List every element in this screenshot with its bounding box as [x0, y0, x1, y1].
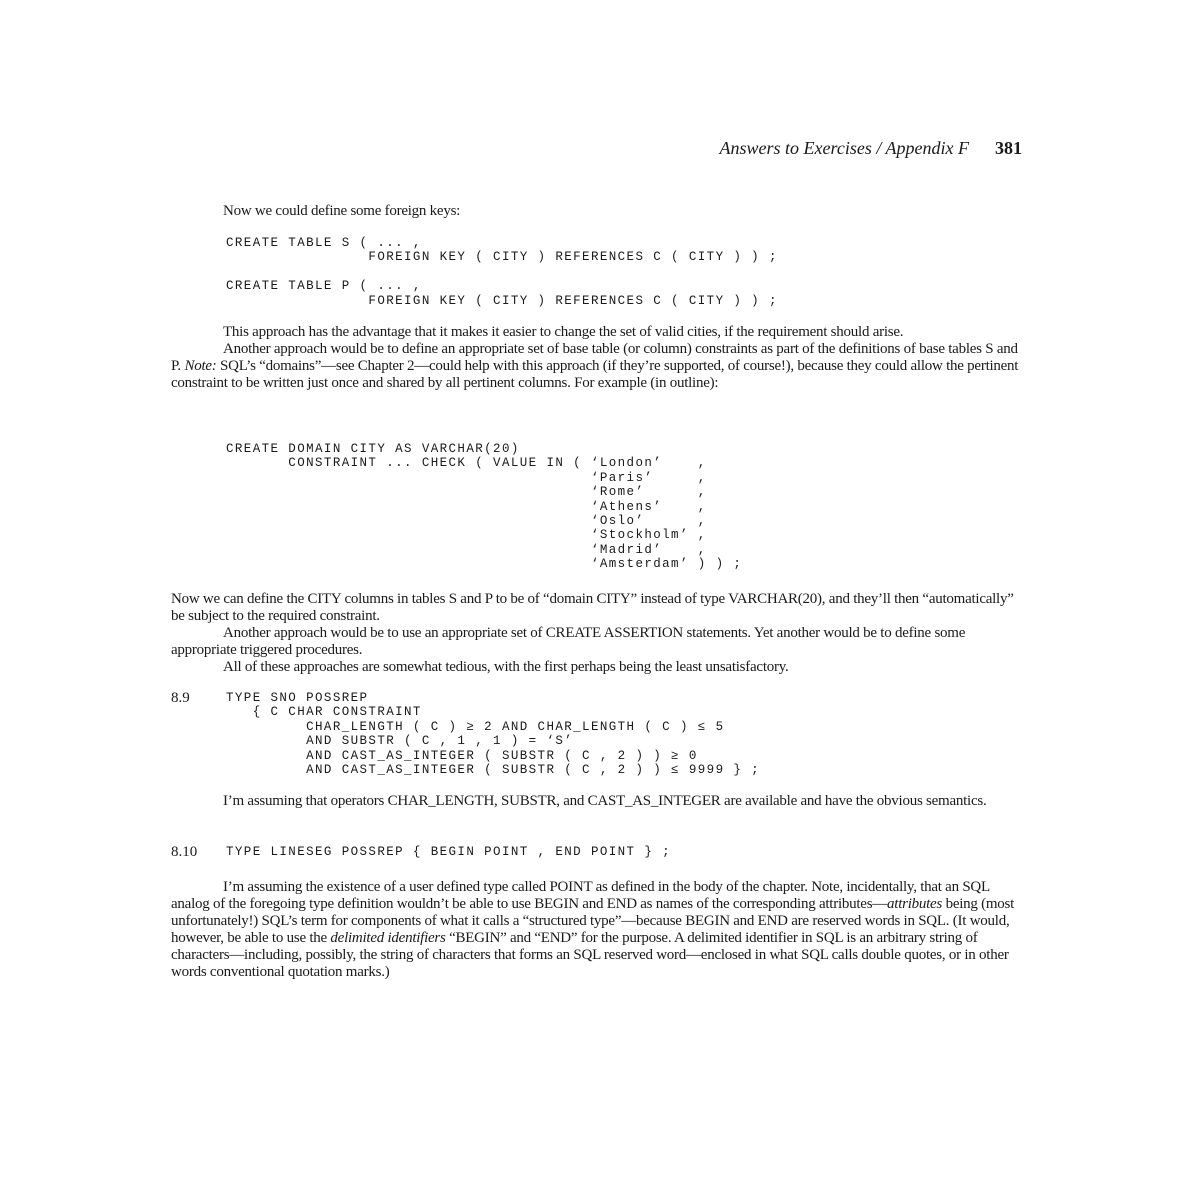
- code-line: FOREIGN KEY ( CITY ) REFERENCES C ( CITY ) ) ;: [226, 293, 778, 308]
- code-line: ‘Oslo’ ,: [226, 514, 707, 529]
- page-number: 381: [995, 138, 1022, 158]
- code-line: TYPE SNO POSSREP: [226, 691, 369, 705]
- code-line: TYPE LINESEG POSSREP { BEGIN POINT , END POINT } ;: [226, 845, 672, 859]
- running-title: Answers to Exercises / Appendix F: [719, 138, 969, 158]
- code-line: { C CHAR CONSTRAINT: [226, 705, 422, 720]
- page-header: [0, 136, 1022, 160]
- code-line: [226, 265, 778, 279]
- note-label: Note:: [184, 358, 217, 374]
- paragraph-assertion: Another approach would be to use an appropriate set of CREATE ASSERTION statements. Yet another would be to define some appropriate triggered procedures.: [171, 625, 966, 658]
- exercise-8-9-text: [171, 793, 1027, 810]
- code-line: ‘Athens’ ,: [226, 499, 707, 514]
- domain-paragraphs: [171, 591, 1027, 676]
- code-line: ‘Rome’ ,: [226, 485, 707, 500]
- exercise-8-9-code-block: [226, 691, 760, 777]
- exercise-8-10-code: [226, 845, 671, 859]
- code-line: AND CAST_AS_INTEGER ( SUBSTR ( C , 2 ) ) ≥ 0: [226, 748, 698, 763]
- exercise-number-8-9: 8.9: [171, 690, 190, 706]
- code-line: AND SUBSTR ( C , 1 , 1 ) = ‘S’: [226, 734, 574, 749]
- exercise-number-8-10: 8.10: [171, 844, 198, 860]
- intro-foreign-keys-text: [171, 203, 1027, 220]
- delimited-identifiers-term: delimited identifiers: [330, 930, 446, 946]
- code-line: FOREIGN KEY ( CITY ) REFERENCES C ( CITY ) ) ;: [226, 250, 778, 265]
- paragraph-another-approach: Another approach would be to define an appropriate set of base table (or column) constraints as part of the definitions of base tables S and P. Note: SQL’s “domains”—see Chapter 2—could help with this approach (if they’re supported, of course!), because they could allow the pertinent constraint to be written just once and shared by all pertinent columns. For example (in outline):: [171, 341, 1019, 391]
- code-line: CHAR_LENGTH ( C ) ≥ 2 AND CHAR_LENGTH ( C ) ≤ 5: [226, 719, 725, 734]
- attributes-term: attributes: [887, 896, 943, 912]
- code-line: ‘Amsterdam’ ) ) ;: [226, 557, 743, 572]
- code-line: CREATE TABLE P ( ... ,: [226, 279, 422, 294]
- paragraph-domain-columns: Now we can define the CITY columns in tables S and P to be of “domain CITY” instead of type VARCHAR(20), and they’ll then “automatically” be subject to the required constraint.: [171, 591, 1014, 624]
- code-line: ‘Paris’ ,: [226, 470, 707, 485]
- foreign-key-code-block: [226, 236, 778, 308]
- paragraph-point-type: I’m assuming the existence of a user defined type called POINT as defined in the body of the chapter. Note, incidentally, that an SQL analog of the foregoing type definition wouldn’t be able to use BEGIN and END as names of the corresponding attributes—attributes being (most unfortunately!) SQL’s term for components of what it calls a “structured type”—because BEGIN and END are reserved words in SQL. (It would, however, be able to use the delimited identifiers “BEGIN” and “END” for the purpose. A delimited identifier in SQL is an arbitrary string of characters—including, possibly, the string of characters that forms an SQL reserved word—enclosed in what SQL calls double quotes, or in other words conventional quotation marks.): [171, 879, 1015, 980]
- intro-foreign-keys: Now we could define some foreign keys:: [223, 203, 461, 219]
- code-line: CONSTRAINT ... CHECK ( VALUE IN ( ‘London’ ,: [226, 456, 707, 471]
- code-line: CREATE DOMAIN CITY AS VARCHAR(20): [226, 442, 520, 456]
- code-line: AND CAST_AS_INTEGER ( SUBSTR ( C , 2 ) ) ≤ 9999 } ;: [226, 763, 761, 778]
- exercise-8-10-text: [171, 879, 1027, 981]
- paragraph-tedious: All of these approaches are somewhat tedious, with the first perhaps being the least unsatisfactory.: [223, 659, 789, 675]
- code-line: CREATE TABLE S ( ... ,: [226, 236, 422, 250]
- paragraph-advantage: This approach has the advantage that it makes it easier to change the set of valid cities, if the requirement should arise.: [223, 324, 904, 340]
- approach-paragraphs: [171, 324, 1027, 392]
- paragraph-operators: I’m assuming that operators CHAR_LENGTH, SUBSTR, and CAST_AS_INTEGER are available and have the obvious semantics.: [223, 793, 987, 809]
- domain-code-block: [226, 442, 742, 572]
- code-line: ‘Stockholm’ ,: [226, 528, 707, 543]
- code-line: ‘Madrid’ ,: [226, 542, 707, 557]
